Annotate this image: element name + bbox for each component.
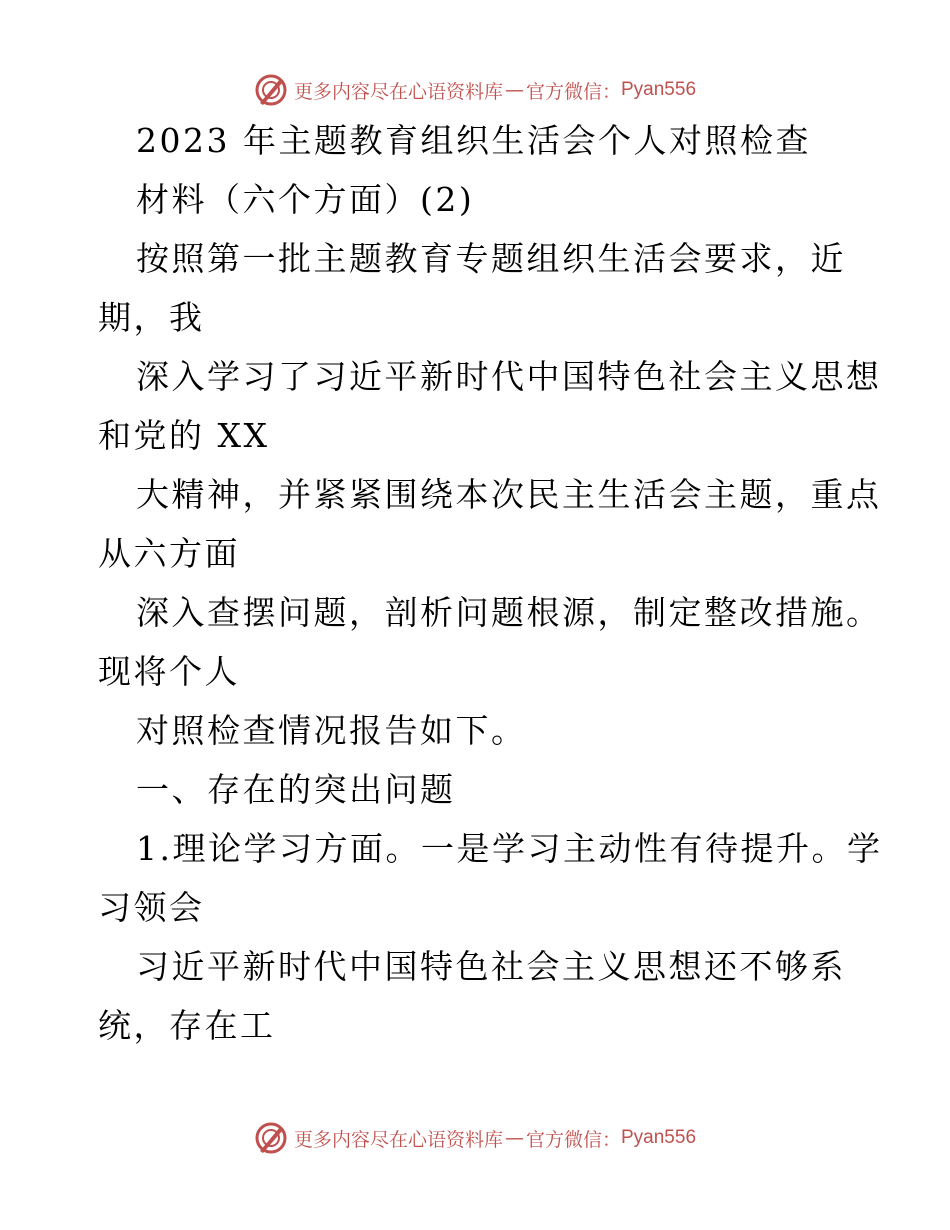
watermark-label: 官方微信： [525,1128,621,1151]
header-watermark [0,70,950,110]
text-line: 大精神，并紧紧围绕本次民主生活会主题，重点 [136,475,882,514]
watermark-account: Pyan556 [621,79,697,100]
text-line: 材料（六个方面）(2) [136,180,475,219]
watermark-text: 更多内容尽在心语资料库 [293,1128,503,1151]
pen-logo-icon [254,1121,288,1155]
text-line: 习领会 [98,888,205,927]
text-line: 现将个人 [98,652,240,691]
text-line: 统，存在工 [98,1006,276,1045]
watermark-separator: — [504,79,524,101]
document-body [98,121,883,1068]
text-line: 对照检查情况报告如下。 [136,711,527,750]
text-line: 1.理论学习方面。一是学习主动性有待提升。学 [136,829,883,868]
footer-watermark [0,1118,950,1158]
text-line: 和党的 XX [98,416,270,455]
watermark-label: 官方微信： [525,80,621,103]
text-line: 2023 年主题教育组织生活会个人对照检查 [136,121,811,160]
text-line: 期，我 [98,298,205,337]
text-line: 深入查摆问题，剖析问题根源，制定整改措施。 [136,593,882,632]
watermark-text: 更多内容尽在心语资料库 [293,80,503,103]
text-line: 习近平新时代中国特色社会主义思想还不够系 [136,947,846,986]
watermark-account: Pyan556 [621,1127,697,1148]
pen-logo-icon [254,73,288,107]
text-line: 一、存在的突出问题 [136,770,456,809]
text-line: 深入学习了习近平新时代中国特色社会主义思想 [136,357,882,396]
text-line: 按照第一批主题教育专题组织生活会要求，近 [136,239,846,278]
watermark-separator: — [504,1127,524,1149]
text-line: 从六方面 [98,534,240,573]
